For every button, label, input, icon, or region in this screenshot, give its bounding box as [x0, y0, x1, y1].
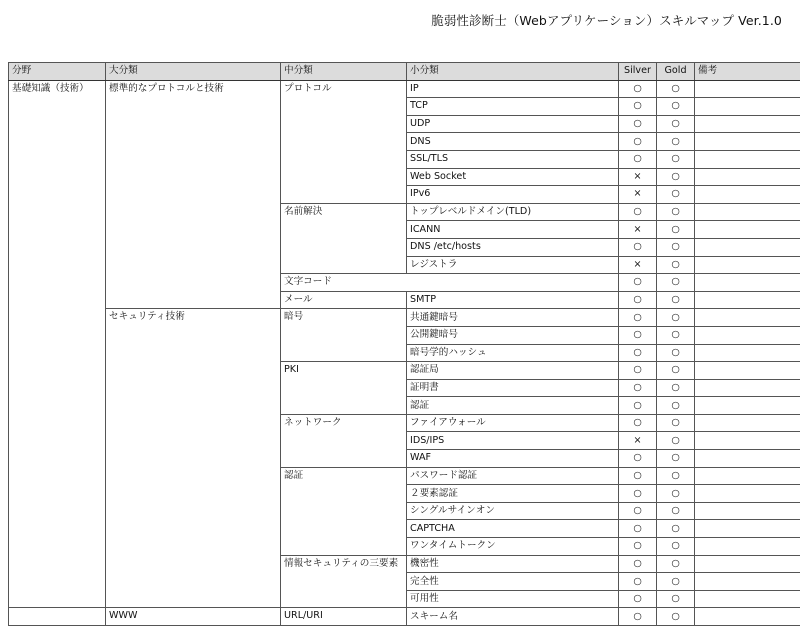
table-body: [9, 80, 800, 625]
shobunrui-cell: トップレベルドメイン(TLD): [407, 203, 619, 221]
gold-mark: ○: [657, 397, 695, 415]
gold-mark: ○: [657, 502, 695, 520]
shobunrui-cell: 公開鍵暗号: [407, 326, 619, 344]
gold-mark: ○: [657, 590, 695, 608]
silver-mark: ○: [619, 309, 657, 327]
gold-mark: ○: [657, 168, 695, 186]
silver-mark: ○: [619, 538, 657, 556]
silver-mark: ○: [619, 203, 657, 221]
silver-mark: ○: [619, 520, 657, 538]
gold-mark: ○: [657, 555, 695, 573]
chubunrui-cell: 名前解決: [281, 203, 407, 273]
skill-map-table: [8, 62, 800, 626]
shobunrui-cell: 機密性: [407, 555, 619, 573]
gold-mark: ○: [657, 362, 695, 380]
chubunrui-cell: 認証: [281, 467, 407, 555]
gold-mark: ○: [657, 238, 695, 256]
shobunrui-cell: ワンタイムトークン: [407, 538, 619, 556]
shobunrui-cell: 可用性: [407, 590, 619, 608]
gold-mark: ○: [657, 291, 695, 309]
biko-cell: [695, 256, 800, 274]
biko-cell: [695, 414, 800, 432]
biko-cell: [695, 397, 800, 415]
silver-mark: ×: [619, 168, 657, 186]
shobunrui-cell: 暗号学的ハッシュ: [407, 344, 619, 362]
document-title: 脆弱性診断士（Webアプリケーション）スキルマップ Ver.1.0: [431, 11, 782, 29]
gold-mark: ○: [657, 256, 695, 274]
silver-mark: ×: [619, 256, 657, 274]
biko-cell: [695, 186, 800, 204]
gold-mark: ○: [657, 115, 695, 133]
biko-cell: [695, 590, 800, 608]
biko-cell: [695, 608, 800, 626]
header-shobunrui: 小分類: [407, 63, 619, 81]
silver-mark: ○: [619, 485, 657, 503]
silver-mark: ○: [619, 414, 657, 432]
biko-cell: [695, 326, 800, 344]
chubunrui-cell: メール: [281, 291, 407, 309]
gold-mark: ○: [657, 150, 695, 168]
biko-cell: [695, 502, 800, 520]
gold-mark: ○: [657, 538, 695, 556]
header-silver: Silver: [619, 63, 657, 81]
gold-mark: ○: [657, 98, 695, 116]
gold-mark: ○: [657, 274, 695, 292]
chubunrui-cell: PKI: [281, 362, 407, 415]
gold-mark: ○: [657, 450, 695, 468]
chubunrui-cell: プロトコル: [281, 80, 407, 203]
bunya-cell: [9, 608, 106, 626]
biko-cell: [695, 379, 800, 397]
silver-mark: ○: [619, 274, 657, 292]
biko-cell: [695, 203, 800, 221]
gold-mark: ○: [657, 467, 695, 485]
gold-mark: ○: [657, 608, 695, 626]
chubunrui-cell: ネットワーク: [281, 414, 407, 467]
shobunrui-cell: CAPTCHA: [407, 520, 619, 538]
biko-cell: [695, 362, 800, 380]
shobunrui-cell: ２要素認証: [407, 485, 619, 503]
silver-mark: ○: [619, 115, 657, 133]
gold-mark: ○: [657, 80, 695, 98]
daibunrui-cell: セキュリティ技術: [106, 309, 281, 608]
gold-mark: ○: [657, 203, 695, 221]
biko-cell: [695, 520, 800, 538]
gold-mark: ○: [657, 485, 695, 503]
biko-cell: [695, 450, 800, 468]
gold-mark: ○: [657, 379, 695, 397]
gold-mark: ○: [657, 520, 695, 538]
gold-mark: ○: [657, 326, 695, 344]
shobunrui-cell: SSL/TLS: [407, 150, 619, 168]
biko-cell: [695, 221, 800, 239]
shobunrui-cell: 認証: [407, 397, 619, 415]
biko-cell: [695, 291, 800, 309]
header-row: [9, 63, 800, 81]
header-chubunrui: 中分類: [281, 63, 407, 81]
shobunrui-cell: IP: [407, 80, 619, 98]
chubunrui-cell: 情報セキュリティの三要素: [281, 555, 407, 608]
silver-mark: ○: [619, 150, 657, 168]
shobunrui-cell: DNS: [407, 133, 619, 151]
shobunrui-cell: レジストラ: [407, 256, 619, 274]
silver-mark: ○: [619, 467, 657, 485]
silver-mark: ○: [619, 502, 657, 520]
silver-mark: ○: [619, 344, 657, 362]
table-row: [9, 309, 800, 327]
biko-cell: [695, 133, 800, 151]
gold-mark: ○: [657, 414, 695, 432]
daibunrui-cell: WWW: [106, 608, 281, 626]
gold-mark: ○: [657, 309, 695, 327]
biko-cell: [695, 538, 800, 556]
daibunrui-cell: 標準的なプロトコルと技術: [106, 80, 281, 309]
shobunrui-cell: 証明書: [407, 379, 619, 397]
biko-cell: [695, 80, 800, 98]
silver-mark: ○: [619, 397, 657, 415]
shobunrui-cell: スキーム名: [407, 608, 619, 626]
shobunrui-cell: シングルサインオン: [407, 502, 619, 520]
gold-mark: ○: [657, 221, 695, 239]
gold-mark: ○: [657, 432, 695, 450]
silver-mark: ○: [619, 608, 657, 626]
silver-mark: ○: [619, 379, 657, 397]
silver-mark: ○: [619, 291, 657, 309]
biko-cell: [695, 432, 800, 450]
gold-mark: ○: [657, 344, 695, 362]
gold-mark: ○: [657, 186, 695, 204]
biko-cell: [695, 98, 800, 116]
shobunrui-cell: 完全性: [407, 573, 619, 591]
shobunrui-cell: ICANN: [407, 221, 619, 239]
biko-cell: [695, 555, 800, 573]
biko-cell: [695, 238, 800, 256]
silver-mark: ○: [619, 573, 657, 591]
table-row: [9, 80, 800, 98]
gold-mark: ○: [657, 573, 695, 591]
biko-cell: [695, 467, 800, 485]
bunya-cell: 基礎知識（技術）: [9, 80, 106, 608]
biko-cell: [695, 274, 800, 292]
silver-mark: ○: [619, 555, 657, 573]
silver-mark: ×: [619, 221, 657, 239]
table-row: [9, 608, 800, 626]
chubunrui-cell: URL/URI: [281, 608, 407, 626]
gold-mark: ○: [657, 133, 695, 151]
shobunrui-cell: ファイアウォール: [407, 414, 619, 432]
shobunrui-cell: 共通鍵暗号: [407, 309, 619, 327]
biko-cell: [695, 344, 800, 362]
biko-cell: [695, 115, 800, 133]
header-gold: Gold: [657, 63, 695, 81]
shobunrui-cell: 認証局: [407, 362, 619, 380]
shobunrui-cell: DNS /etc/hosts: [407, 238, 619, 256]
silver-mark: ○: [619, 80, 657, 98]
shobunrui-cell: IPv6: [407, 186, 619, 204]
header-bunya: 分野: [9, 63, 106, 81]
silver-mark: ○: [619, 98, 657, 116]
shobunrui-cell: SMTP: [407, 291, 619, 309]
header-daibunrui: 大分類: [106, 63, 281, 81]
shobunrui-cell: Web Socket: [407, 168, 619, 186]
biko-cell: [695, 573, 800, 591]
biko-cell: [695, 168, 800, 186]
silver-mark: ○: [619, 238, 657, 256]
silver-mark: ○: [619, 450, 657, 468]
biko-cell: [695, 309, 800, 327]
biko-cell: [695, 150, 800, 168]
silver-mark: ×: [619, 186, 657, 204]
biko-cell: [695, 485, 800, 503]
shobunrui-cell: IDS/IPS: [407, 432, 619, 450]
silver-mark: ○: [619, 326, 657, 344]
silver-mark: ×: [619, 432, 657, 450]
shobunrui-cell: パスワード認証: [407, 467, 619, 485]
shobunrui-cell: TCP: [407, 98, 619, 116]
chubunrui-cell: 暗号: [281, 309, 407, 362]
shobunrui-cell: UDP: [407, 115, 619, 133]
chubunrui-cell: 文字コード: [281, 274, 619, 292]
silver-mark: ○: [619, 133, 657, 151]
silver-mark: ○: [619, 590, 657, 608]
shobunrui-cell: WAF: [407, 450, 619, 468]
silver-mark: ○: [619, 362, 657, 380]
header-biko: 備考: [695, 63, 800, 81]
